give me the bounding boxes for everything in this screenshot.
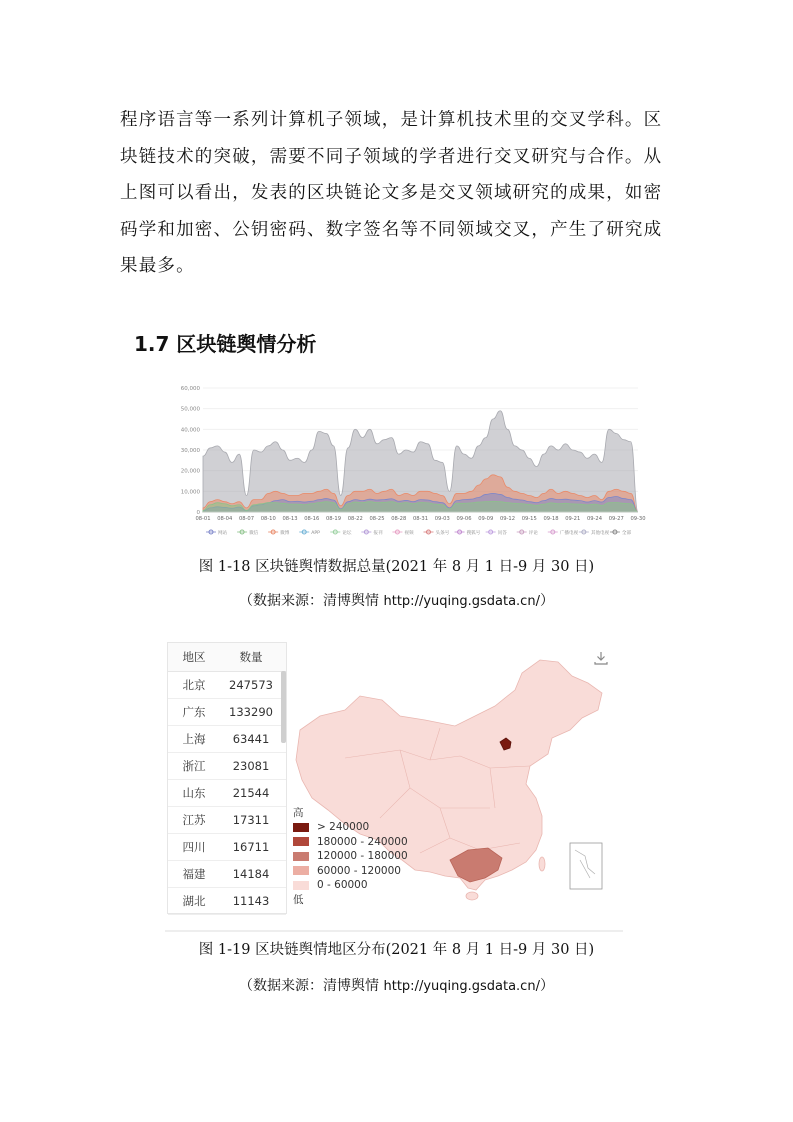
legend-items — [293, 820, 408, 893]
table-row — [168, 807, 286, 834]
legend-swatch — [293, 852, 309, 861]
cell-count: 133290 — [229, 705, 273, 719]
table-row — [168, 888, 286, 915]
cell-count: 23081 — [232, 759, 270, 773]
paragraph-line: 块链技术的突破，需要不同子领域的学者进行交叉研究与合作。从 — [120, 146, 663, 167]
y-tick-label: 0 — [196, 510, 200, 516]
legend-label: 其他电视 — [590, 531, 610, 536]
legend-label: 头条号 — [435, 531, 450, 536]
table-row — [168, 861, 286, 888]
legend-label: APP — [311, 531, 320, 536]
legend-item[interactable] — [293, 849, 408, 864]
south-china-sea-inset — [570, 843, 602, 889]
y-tick-label: 30,000 — [180, 448, 200, 454]
figure-2-source — [0, 975, 793, 995]
legend-item[interactable] — [293, 835, 408, 850]
x-tick-label: 08-07 — [238, 516, 255, 522]
region-distribution-figure — [165, 638, 623, 932]
download-icon[interactable] — [593, 650, 609, 666]
legend-high-label: 高 — [293, 807, 304, 819]
x-tick-label: 09-03 — [434, 516, 450, 522]
x-tick-label: 08-04 — [217, 516, 233, 522]
x-tick-label: 08-13 — [282, 516, 298, 522]
source-suffix: ） — [539, 978, 554, 994]
body-paragraph — [120, 102, 680, 285]
x-tick-label: 08-22 — [347, 516, 363, 522]
legend-label: 微信 — [249, 531, 259, 536]
table-scrollbar[interactable] — [281, 671, 286, 743]
table-row — [168, 726, 286, 753]
figure-2-caption: 图 1-19 区块链舆情地区分布(2021 年 8 月 1 日-9 月 30 日) — [198, 942, 595, 958]
table-header — [168, 643, 286, 672]
legend-label: 微博 — [280, 531, 290, 536]
x-tick-label: 09-06 — [456, 516, 472, 522]
cell-count: 14184 — [232, 867, 270, 881]
x-tick-label: 09-30 — [630, 516, 646, 522]
x-tick-label: 09-12 — [499, 516, 516, 522]
region-table — [167, 642, 287, 914]
legend-label: 180000 - 240000 — [317, 835, 408, 848]
x-tick-label: 09-24 — [586, 516, 603, 522]
legend-item[interactable] — [293, 820, 408, 835]
x-tick-label: 09-09 — [478, 516, 494, 522]
cell-region: 上海 — [182, 732, 206, 746]
x-tick-label: 08-28 — [391, 516, 407, 522]
legend-label: 0 - 60000 — [317, 879, 368, 892]
south-china-sea-islands — [575, 850, 595, 878]
paragraph-line: 上图可以看出，发表的区块链论文多是交叉领域研究的成果，如密 — [120, 183, 663, 203]
table-row — [168, 834, 286, 861]
y-tick-label: 10,000 — [180, 489, 200, 496]
paragraph-line: 程序语言等一系列计算机子领域，是计算机技术里的交叉学科。区 — [120, 110, 663, 130]
paragraph-line: 果最多。 — [120, 256, 195, 276]
table-row — [168, 672, 286, 699]
x-tick-label: 08-31 — [412, 516, 429, 522]
map-legend — [293, 806, 408, 907]
source-suffix: ） — [539, 593, 554, 609]
y-tick-label: 60,000 — [180, 386, 200, 392]
table-row — [168, 753, 286, 780]
legend-swatch — [293, 837, 309, 846]
header-region: 地区 — [182, 650, 206, 664]
legend-label: 搜狐号 — [466, 531, 481, 536]
cell-count: 17311 — [232, 813, 270, 827]
legend-label: 120000 - 180000 — [317, 850, 408, 863]
taiwan-region — [539, 857, 545, 871]
figure-1-source — [0, 590, 793, 610]
cell-count: 247573 — [229, 678, 273, 692]
cell-region: 北京 — [182, 678, 206, 692]
table-body — [168, 672, 286, 915]
legend-label: > 240000 — [317, 821, 370, 834]
cell-count: 21544 — [232, 786, 270, 800]
section-title: 1.7 区块链舆情分析 — [134, 332, 317, 356]
source-url[interactable]: http://yuqing.gsdata.cn/ — [383, 979, 540, 994]
cell-region: 浙江 — [182, 759, 206, 773]
sentiment-volume-chart — [170, 380, 646, 540]
x-tick-label: 09-21 — [565, 516, 581, 522]
legend-label: 论坛 — [342, 531, 352, 536]
x-tick-label: 08-16 — [304, 516, 320, 522]
header-count: 数量 — [239, 650, 263, 664]
legend-label: 报刊 — [373, 531, 383, 536]
cell-region: 广东 — [182, 705, 206, 719]
legend-label: 网站 — [218, 531, 228, 536]
hainan-region — [466, 892, 478, 900]
legend-label: 全部 — [621, 531, 632, 536]
y-tick-label: 40,000 — [180, 427, 200, 434]
legend-low-label: 低 — [293, 893, 304, 906]
x-tick-label: 09-18 — [543, 516, 559, 522]
y-tick-label: 20,000 — [180, 468, 200, 475]
cell-region: 福建 — [182, 867, 206, 881]
legend-label: 问答 — [497, 531, 507, 536]
source-prefix: （数据来源：清博舆情 — [239, 593, 384, 609]
x-tick-label: 08-10 — [260, 516, 276, 522]
x-tick-label: 08-25 — [369, 516, 385, 522]
cell-region: 湖北 — [182, 894, 206, 908]
legend-item[interactable] — [293, 878, 408, 893]
legend-label: 60000 - 120000 — [317, 864, 401, 877]
table-row — [168, 699, 286, 726]
paragraph-line: 码学和加密、公钥密码、数字签名等不同领域交叉，产生了研究成 — [120, 219, 663, 240]
x-tick-label: 08-01 — [195, 516, 211, 522]
source-url[interactable]: http://yuqing.gsdata.cn/ — [383, 594, 540, 609]
legend-label: 评论 — [528, 531, 538, 536]
cell-count: 16711 — [232, 840, 270, 854]
legend-label: 广播电视 — [559, 531, 579, 536]
legend-swatch — [293, 823, 309, 832]
table-row — [168, 780, 286, 807]
source-prefix: （数据来源：清博舆情 — [239, 978, 384, 994]
legend-swatch — [293, 866, 309, 875]
x-tick-label: 09-15 — [521, 516, 537, 522]
legend-item[interactable] — [293, 864, 408, 879]
legend-label: 视频 — [404, 531, 414, 536]
cell-region: 山东 — [182, 786, 206, 800]
y-tick-label: 50,000 — [180, 406, 200, 413]
cell-count: 11143 — [232, 894, 270, 908]
cell-region: 四川 — [182, 840, 206, 854]
figure-1-caption: 图 1-18 区块链舆情数据总量(2021 年 8 月 1 日-9 月 30 日) — [198, 559, 595, 575]
cell-count: 63441 — [232, 732, 270, 746]
x-tick-label: 08-19 — [325, 516, 342, 522]
cell-region: 江苏 — [182, 813, 206, 827]
x-tick-label: 09-27 — [608, 516, 624, 522]
legend-swatch — [293, 881, 309, 890]
